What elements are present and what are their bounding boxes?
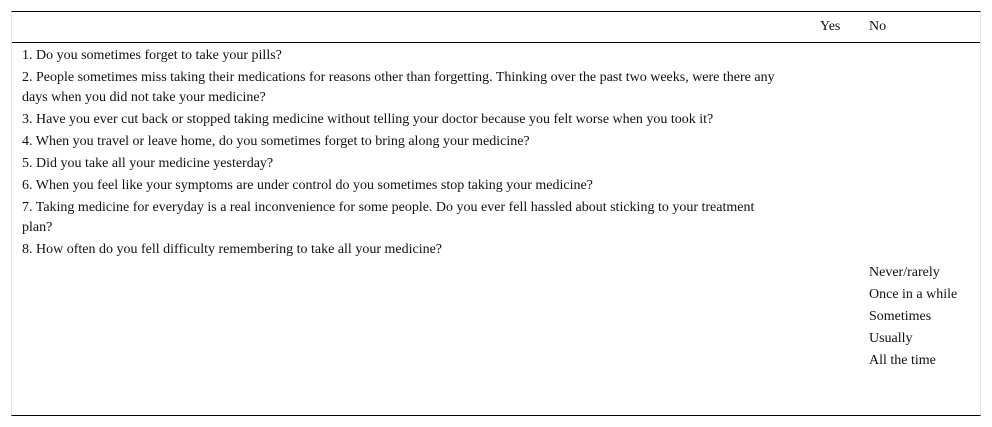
question-3: 3. Have you ever cut back or stopped taking medicine without telling your doctor because you felt worse when you took it?: [22, 112, 714, 127]
question-5: 5. Did you take all your medicine yesterday?: [22, 156, 274, 171]
question-1: 1. Do you sometimes forget to take your pills?: [22, 48, 282, 63]
header-yes: Yes: [820, 19, 841, 34]
question-2: 2. People sometimes miss taking their medications for reasons other than forgetting. Thinking over the past two weeks, were there any days when you did not take your medicine?: [22, 70, 775, 105]
table-body: [12, 43, 980, 371]
questionnaire-table: [11, 11, 981, 416]
option-usually: Usually: [869, 331, 913, 346]
option-sometimes: Sometimes: [869, 309, 932, 324]
table-header: [12, 12, 980, 43]
question-6: 6. When you feel like your symptoms are under control do you sometimes stop taking your medicine?: [22, 178, 593, 193]
question-4: 4. When you travel or leave home, do you sometimes forget to bring along your medicine?: [22, 134, 530, 149]
frequency-options: [869, 262, 959, 371]
option-once-in-a-while: Once in a while: [869, 287, 958, 302]
question-8: 8. How often do you fell difficulty remembering to take all your medicine?: [22, 242, 443, 257]
option-never-rarely: Never/rarely: [869, 265, 940, 280]
option-all-the-time: All the time: [869, 353, 936, 368]
question-7: 7. Taking medicine for everyday is a real inconvenience for some people. Do you ever fell hassled about sticking to your treatment plan?: [22, 200, 755, 235]
header-no: No: [869, 19, 887, 34]
